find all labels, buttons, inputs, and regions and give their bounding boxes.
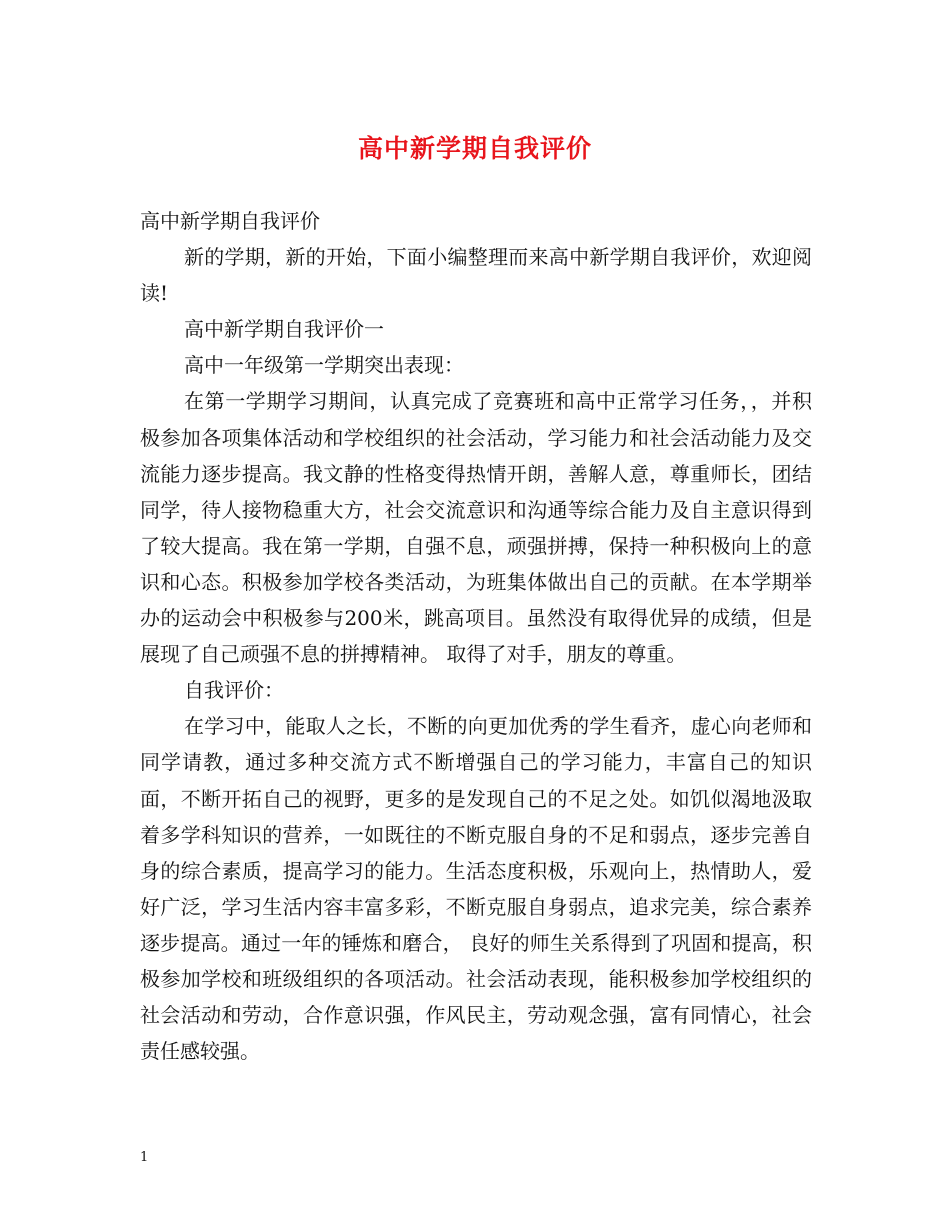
body-paragraph-self-evaluation-label: 自我评价：	[184, 678, 284, 703]
document-title: 高中新学期自我评价	[357, 134, 592, 163]
body-paragraph-performance: 在第一学期学习期间，认真完成了竞赛班和高中正常学习任务，，并积极参加各项集体活动和学校组织的社会活动，学习能力和社会活动能力及交流能力逐步提高。我文静的性格变得热情开朗，善解人意，尊重师长，团结同学，待人接物稳重大方，社会交流意识和沟通等综合能力及自主意识得到了较大提高。我在第一学期，自强不息，顽强拼搏，保持一种积极向上的意识和心态。积极参加学校各类活动，为班集体做出自己的贡献。在本学期举办的运动会中积极参与200米，跳高项目。虽然没有取得优异的成绩，但是展现了自己顽强不息的拼搏精神。 取得了对手，朋友的尊重。	[140, 389, 812, 667]
body-paragraph-self-evaluation: 在学习中，能取人之长，不断的向更加优秀的学生看齐，虚心向老师和同学请教，通过多种交流方式不断增强自己的学习能力，丰富自己的知识面，不断开拓自己的视野，更多的是发现自己的不足之处。如饥似渴地汲取着多学科知识的营养，一如既往的不断克服自身的不足和弱点，逐步完善自身的综合素质，提高学习的能力。生活态度积极，乐观向上，热情助人，爱好广泛，学习生活内容丰富多彩，不断克服自身弱点，追求完美，综合素养逐步提高。通过一年的锤炼和磨合， 良好的师生关系得到了巩固和提高，积极参加学校和班级组织的各项活动。社会活动表现，能积极参加学校组织的社会活动和劳动，合作意识强，作风民主，劳动观念强，富有同情心，社会责任感较强。	[140, 714, 812, 1064]
body-paragraph-intro: 新的学期，新的开始，下面小编整理而来高中新学期自我评价，欢迎阅读!	[140, 245, 812, 306]
document-body	[140, 203, 812, 1069]
page-number: 1	[140, 1150, 149, 1165]
body-paragraph-section-title: 高中新学期自我评价一	[184, 317, 384, 342]
body-paragraph-subheading: 高中一年级第一学期突出表现：	[184, 353, 464, 378]
body-paragraph-heading: 高中新学期自我评价	[140, 209, 320, 233]
